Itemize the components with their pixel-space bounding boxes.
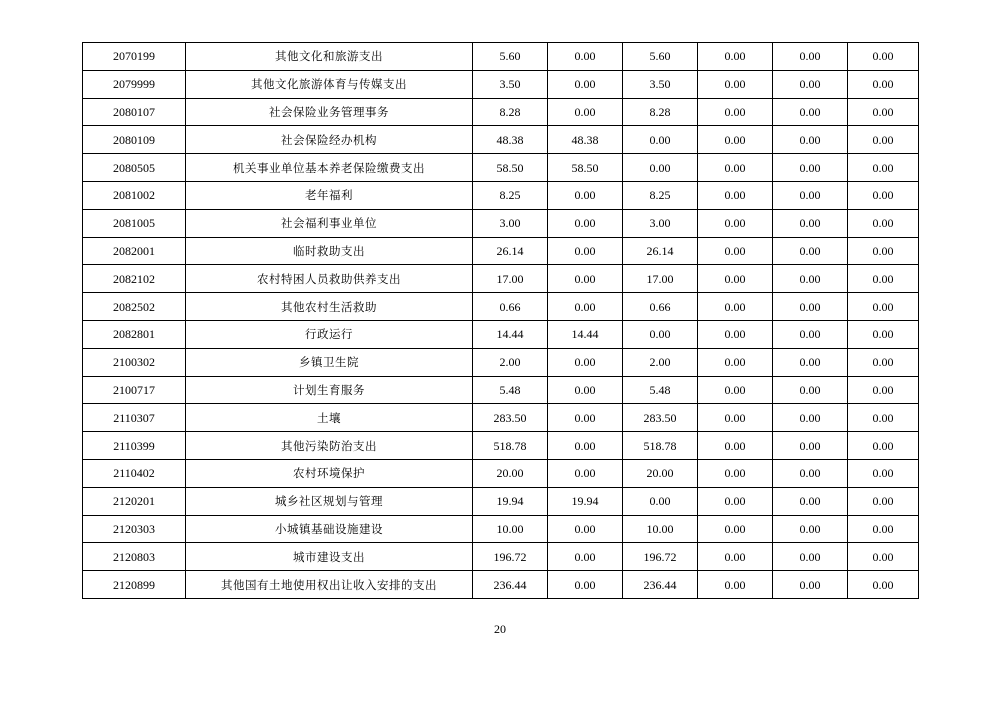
column-8-cell: 0.00 bbox=[848, 376, 919, 404]
column-6-cell: 0.00 bbox=[698, 320, 773, 348]
project-expenditure-cell: 3.00 bbox=[623, 209, 698, 237]
column-6-cell: 0.00 bbox=[698, 515, 773, 543]
account-name-cell: 乡镇卫生院 bbox=[186, 348, 473, 376]
table-row bbox=[83, 237, 919, 265]
column-8-cell: 0.00 bbox=[848, 459, 919, 487]
total-cell: 5.48 bbox=[473, 376, 548, 404]
table-body bbox=[83, 43, 919, 599]
account-code-cell: 2100717 bbox=[83, 376, 186, 404]
column-6-cell: 0.00 bbox=[698, 404, 773, 432]
project-expenditure-cell: 2.00 bbox=[623, 348, 698, 376]
column-7-cell: 0.00 bbox=[773, 70, 848, 98]
table-row bbox=[83, 126, 919, 154]
column-6-cell: 0.00 bbox=[698, 126, 773, 154]
project-expenditure-cell: 0.00 bbox=[623, 487, 698, 515]
basic-expenditure-cell: 0.00 bbox=[548, 348, 623, 376]
project-expenditure-cell: 518.78 bbox=[623, 432, 698, 460]
basic-expenditure-cell: 0.00 bbox=[548, 43, 623, 71]
table-row bbox=[83, 543, 919, 571]
basic-expenditure-cell: 0.00 bbox=[548, 293, 623, 321]
basic-expenditure-cell: 0.00 bbox=[548, 376, 623, 404]
basic-expenditure-cell: 0.00 bbox=[548, 404, 623, 432]
column-6-cell: 0.00 bbox=[698, 348, 773, 376]
account-name-cell: 其他文化旅游体育与传媒支出 bbox=[186, 70, 473, 98]
basic-expenditure-cell: 0.00 bbox=[548, 543, 623, 571]
project-expenditure-cell: 26.14 bbox=[623, 237, 698, 265]
total-cell: 5.60 bbox=[473, 43, 548, 71]
account-code-cell: 2080109 bbox=[83, 126, 186, 154]
column-7-cell: 0.00 bbox=[773, 543, 848, 571]
account-code-cell: 2082801 bbox=[83, 320, 186, 348]
column-7-cell: 0.00 bbox=[773, 98, 848, 126]
column-6-cell: 0.00 bbox=[698, 70, 773, 98]
account-name-cell: 城乡社区规划与管理 bbox=[186, 487, 473, 515]
column-6-cell: 0.00 bbox=[698, 543, 773, 571]
account-code-cell: 2081002 bbox=[83, 181, 186, 209]
account-name-cell: 农村环境保护 bbox=[186, 459, 473, 487]
table-row bbox=[83, 376, 919, 404]
account-code-cell: 2082001 bbox=[83, 237, 186, 265]
account-code-cell: 2110399 bbox=[83, 432, 186, 460]
column-7-cell: 0.00 bbox=[773, 404, 848, 432]
column-7-cell: 0.00 bbox=[773, 154, 848, 182]
account-code-cell: 2120803 bbox=[83, 543, 186, 571]
total-cell: 14.44 bbox=[473, 320, 548, 348]
column-6-cell: 0.00 bbox=[698, 43, 773, 71]
account-name-cell: 农村特困人员救助供养支出 bbox=[186, 265, 473, 293]
project-expenditure-cell: 196.72 bbox=[623, 543, 698, 571]
column-8-cell: 0.00 bbox=[848, 432, 919, 460]
table-row bbox=[83, 487, 919, 515]
column-8-cell: 0.00 bbox=[848, 515, 919, 543]
column-8-cell: 0.00 bbox=[848, 320, 919, 348]
basic-expenditure-cell: 0.00 bbox=[548, 432, 623, 460]
account-code-cell: 2082102 bbox=[83, 265, 186, 293]
column-6-cell: 0.00 bbox=[698, 237, 773, 265]
table-row bbox=[83, 154, 919, 182]
table-row bbox=[83, 265, 919, 293]
column-7-cell: 0.00 bbox=[773, 432, 848, 460]
account-code-cell: 2080107 bbox=[83, 98, 186, 126]
table-row bbox=[83, 571, 919, 599]
account-name-cell: 行政运行 bbox=[186, 320, 473, 348]
total-cell: 17.00 bbox=[473, 265, 548, 293]
column-8-cell: 0.00 bbox=[848, 43, 919, 71]
column-8-cell: 0.00 bbox=[848, 404, 919, 432]
budget-table bbox=[82, 42, 919, 599]
basic-expenditure-cell: 0.00 bbox=[548, 181, 623, 209]
account-code-cell: 2100302 bbox=[83, 348, 186, 376]
project-expenditure-cell: 8.25 bbox=[623, 181, 698, 209]
total-cell: 10.00 bbox=[473, 515, 548, 543]
total-cell: 19.94 bbox=[473, 487, 548, 515]
total-cell: 8.28 bbox=[473, 98, 548, 126]
project-expenditure-cell: 0.66 bbox=[623, 293, 698, 321]
account-code-cell: 2080505 bbox=[83, 154, 186, 182]
account-name-cell: 小城镇基础设施建设 bbox=[186, 515, 473, 543]
project-expenditure-cell: 17.00 bbox=[623, 265, 698, 293]
column-6-cell: 0.00 bbox=[698, 293, 773, 321]
column-6-cell: 0.00 bbox=[698, 181, 773, 209]
column-6-cell: 0.00 bbox=[698, 571, 773, 599]
column-7-cell: 0.00 bbox=[773, 459, 848, 487]
project-expenditure-cell: 0.00 bbox=[623, 126, 698, 154]
total-cell: 48.38 bbox=[473, 126, 548, 154]
account-code-cell: 2110307 bbox=[83, 404, 186, 432]
total-cell: 8.25 bbox=[473, 181, 548, 209]
basic-expenditure-cell: 14.44 bbox=[548, 320, 623, 348]
table-row bbox=[83, 293, 919, 321]
account-code-cell: 2110402 bbox=[83, 459, 186, 487]
total-cell: 283.50 bbox=[473, 404, 548, 432]
total-cell: 518.78 bbox=[473, 432, 548, 460]
column-6-cell: 0.00 bbox=[698, 98, 773, 126]
total-cell: 20.00 bbox=[473, 459, 548, 487]
column-8-cell: 0.00 bbox=[848, 154, 919, 182]
account-code-cell: 2081005 bbox=[83, 209, 186, 237]
account-name-cell: 其他国有土地使用权出让收入安排的支出 bbox=[186, 571, 473, 599]
basic-expenditure-cell: 19.94 bbox=[548, 487, 623, 515]
basic-expenditure-cell: 0.00 bbox=[548, 70, 623, 98]
column-6-cell: 0.00 bbox=[698, 154, 773, 182]
basic-expenditure-cell: 48.38 bbox=[548, 126, 623, 154]
table-row bbox=[83, 70, 919, 98]
column-8-cell: 0.00 bbox=[848, 348, 919, 376]
account-name-cell: 其他农村生活救助 bbox=[186, 293, 473, 321]
project-expenditure-cell: 0.00 bbox=[623, 320, 698, 348]
total-cell: 236.44 bbox=[473, 571, 548, 599]
account-name-cell: 社会保险经办机构 bbox=[186, 126, 473, 154]
total-cell: 0.66 bbox=[473, 293, 548, 321]
column-6-cell: 0.00 bbox=[698, 432, 773, 460]
project-expenditure-cell: 236.44 bbox=[623, 571, 698, 599]
table-row bbox=[83, 459, 919, 487]
table-row bbox=[83, 432, 919, 460]
project-expenditure-cell: 10.00 bbox=[623, 515, 698, 543]
column-8-cell: 0.00 bbox=[848, 98, 919, 126]
basic-expenditure-cell: 0.00 bbox=[548, 515, 623, 543]
column-7-cell: 0.00 bbox=[773, 237, 848, 265]
project-expenditure-cell: 283.50 bbox=[623, 404, 698, 432]
account-code-cell: 2120899 bbox=[83, 571, 186, 599]
account-name-cell: 社会保险业务管理事务 bbox=[186, 98, 473, 126]
table-row bbox=[83, 43, 919, 71]
column-8-cell: 0.00 bbox=[848, 265, 919, 293]
project-expenditure-cell: 0.00 bbox=[623, 154, 698, 182]
column-7-cell: 0.00 bbox=[773, 126, 848, 154]
account-name-cell: 社会福利事业单位 bbox=[186, 209, 473, 237]
total-cell: 3.00 bbox=[473, 209, 548, 237]
basic-expenditure-cell: 0.00 bbox=[548, 459, 623, 487]
column-8-cell: 0.00 bbox=[848, 209, 919, 237]
project-expenditure-cell: 3.50 bbox=[623, 70, 698, 98]
account-code-cell: 2120201 bbox=[83, 487, 186, 515]
column-8-cell: 0.00 bbox=[848, 181, 919, 209]
account-name-cell: 临时救助支出 bbox=[186, 237, 473, 265]
table-row bbox=[83, 515, 919, 543]
basic-expenditure-cell: 0.00 bbox=[548, 209, 623, 237]
table-row bbox=[83, 320, 919, 348]
column-8-cell: 0.00 bbox=[848, 126, 919, 154]
column-8-cell: 0.00 bbox=[848, 293, 919, 321]
project-expenditure-cell: 20.00 bbox=[623, 459, 698, 487]
column-8-cell: 0.00 bbox=[848, 543, 919, 571]
column-6-cell: 0.00 bbox=[698, 487, 773, 515]
table-row bbox=[83, 181, 919, 209]
page-number: 20 bbox=[494, 622, 506, 636]
total-cell: 2.00 bbox=[473, 348, 548, 376]
basic-expenditure-cell: 58.50 bbox=[548, 154, 623, 182]
project-expenditure-cell: 5.48 bbox=[623, 376, 698, 404]
column-7-cell: 0.00 bbox=[773, 376, 848, 404]
column-7-cell: 0.00 bbox=[773, 348, 848, 376]
column-8-cell: 0.00 bbox=[848, 70, 919, 98]
account-name-cell: 其他文化和旅游支出 bbox=[186, 43, 473, 71]
account-name-cell: 机关事业单位基本养老保险缴费支出 bbox=[186, 154, 473, 182]
column-7-cell: 0.00 bbox=[773, 571, 848, 599]
account-name-cell: 老年福利 bbox=[186, 181, 473, 209]
account-name-cell: 城市建设支出 bbox=[186, 543, 473, 571]
total-cell: 26.14 bbox=[473, 237, 548, 265]
column-7-cell: 0.00 bbox=[773, 515, 848, 543]
table-row bbox=[83, 404, 919, 432]
total-cell: 58.50 bbox=[473, 154, 548, 182]
account-code-cell: 2070199 bbox=[83, 43, 186, 71]
account-code-cell: 2120303 bbox=[83, 515, 186, 543]
column-7-cell: 0.00 bbox=[773, 293, 848, 321]
basic-expenditure-cell: 0.00 bbox=[548, 237, 623, 265]
table-row bbox=[83, 209, 919, 237]
column-6-cell: 0.00 bbox=[698, 265, 773, 293]
account-name-cell: 其他污染防治支出 bbox=[186, 432, 473, 460]
project-expenditure-cell: 5.60 bbox=[623, 43, 698, 71]
column-7-cell: 0.00 bbox=[773, 487, 848, 515]
column-8-cell: 0.00 bbox=[848, 487, 919, 515]
column-6-cell: 0.00 bbox=[698, 459, 773, 487]
column-7-cell: 0.00 bbox=[773, 43, 848, 71]
column-6-cell: 0.00 bbox=[698, 376, 773, 404]
column-7-cell: 0.00 bbox=[773, 181, 848, 209]
basic-expenditure-cell: 0.00 bbox=[548, 265, 623, 293]
column-6-cell: 0.00 bbox=[698, 209, 773, 237]
account-name-cell: 土壤 bbox=[186, 404, 473, 432]
table-row bbox=[83, 98, 919, 126]
column-7-cell: 0.00 bbox=[773, 209, 848, 237]
total-cell: 196.72 bbox=[473, 543, 548, 571]
basic-expenditure-cell: 0.00 bbox=[548, 571, 623, 599]
column-8-cell: 0.00 bbox=[848, 571, 919, 599]
project-expenditure-cell: 8.28 bbox=[623, 98, 698, 126]
column-7-cell: 0.00 bbox=[773, 265, 848, 293]
basic-expenditure-cell: 0.00 bbox=[548, 98, 623, 126]
account-code-cell: 2082502 bbox=[83, 293, 186, 321]
column-8-cell: 0.00 bbox=[848, 237, 919, 265]
column-7-cell: 0.00 bbox=[773, 320, 848, 348]
total-cell: 3.50 bbox=[473, 70, 548, 98]
table-row bbox=[83, 348, 919, 376]
account-name-cell: 计划生育服务 bbox=[186, 376, 473, 404]
account-code-cell: 2079999 bbox=[83, 70, 186, 98]
